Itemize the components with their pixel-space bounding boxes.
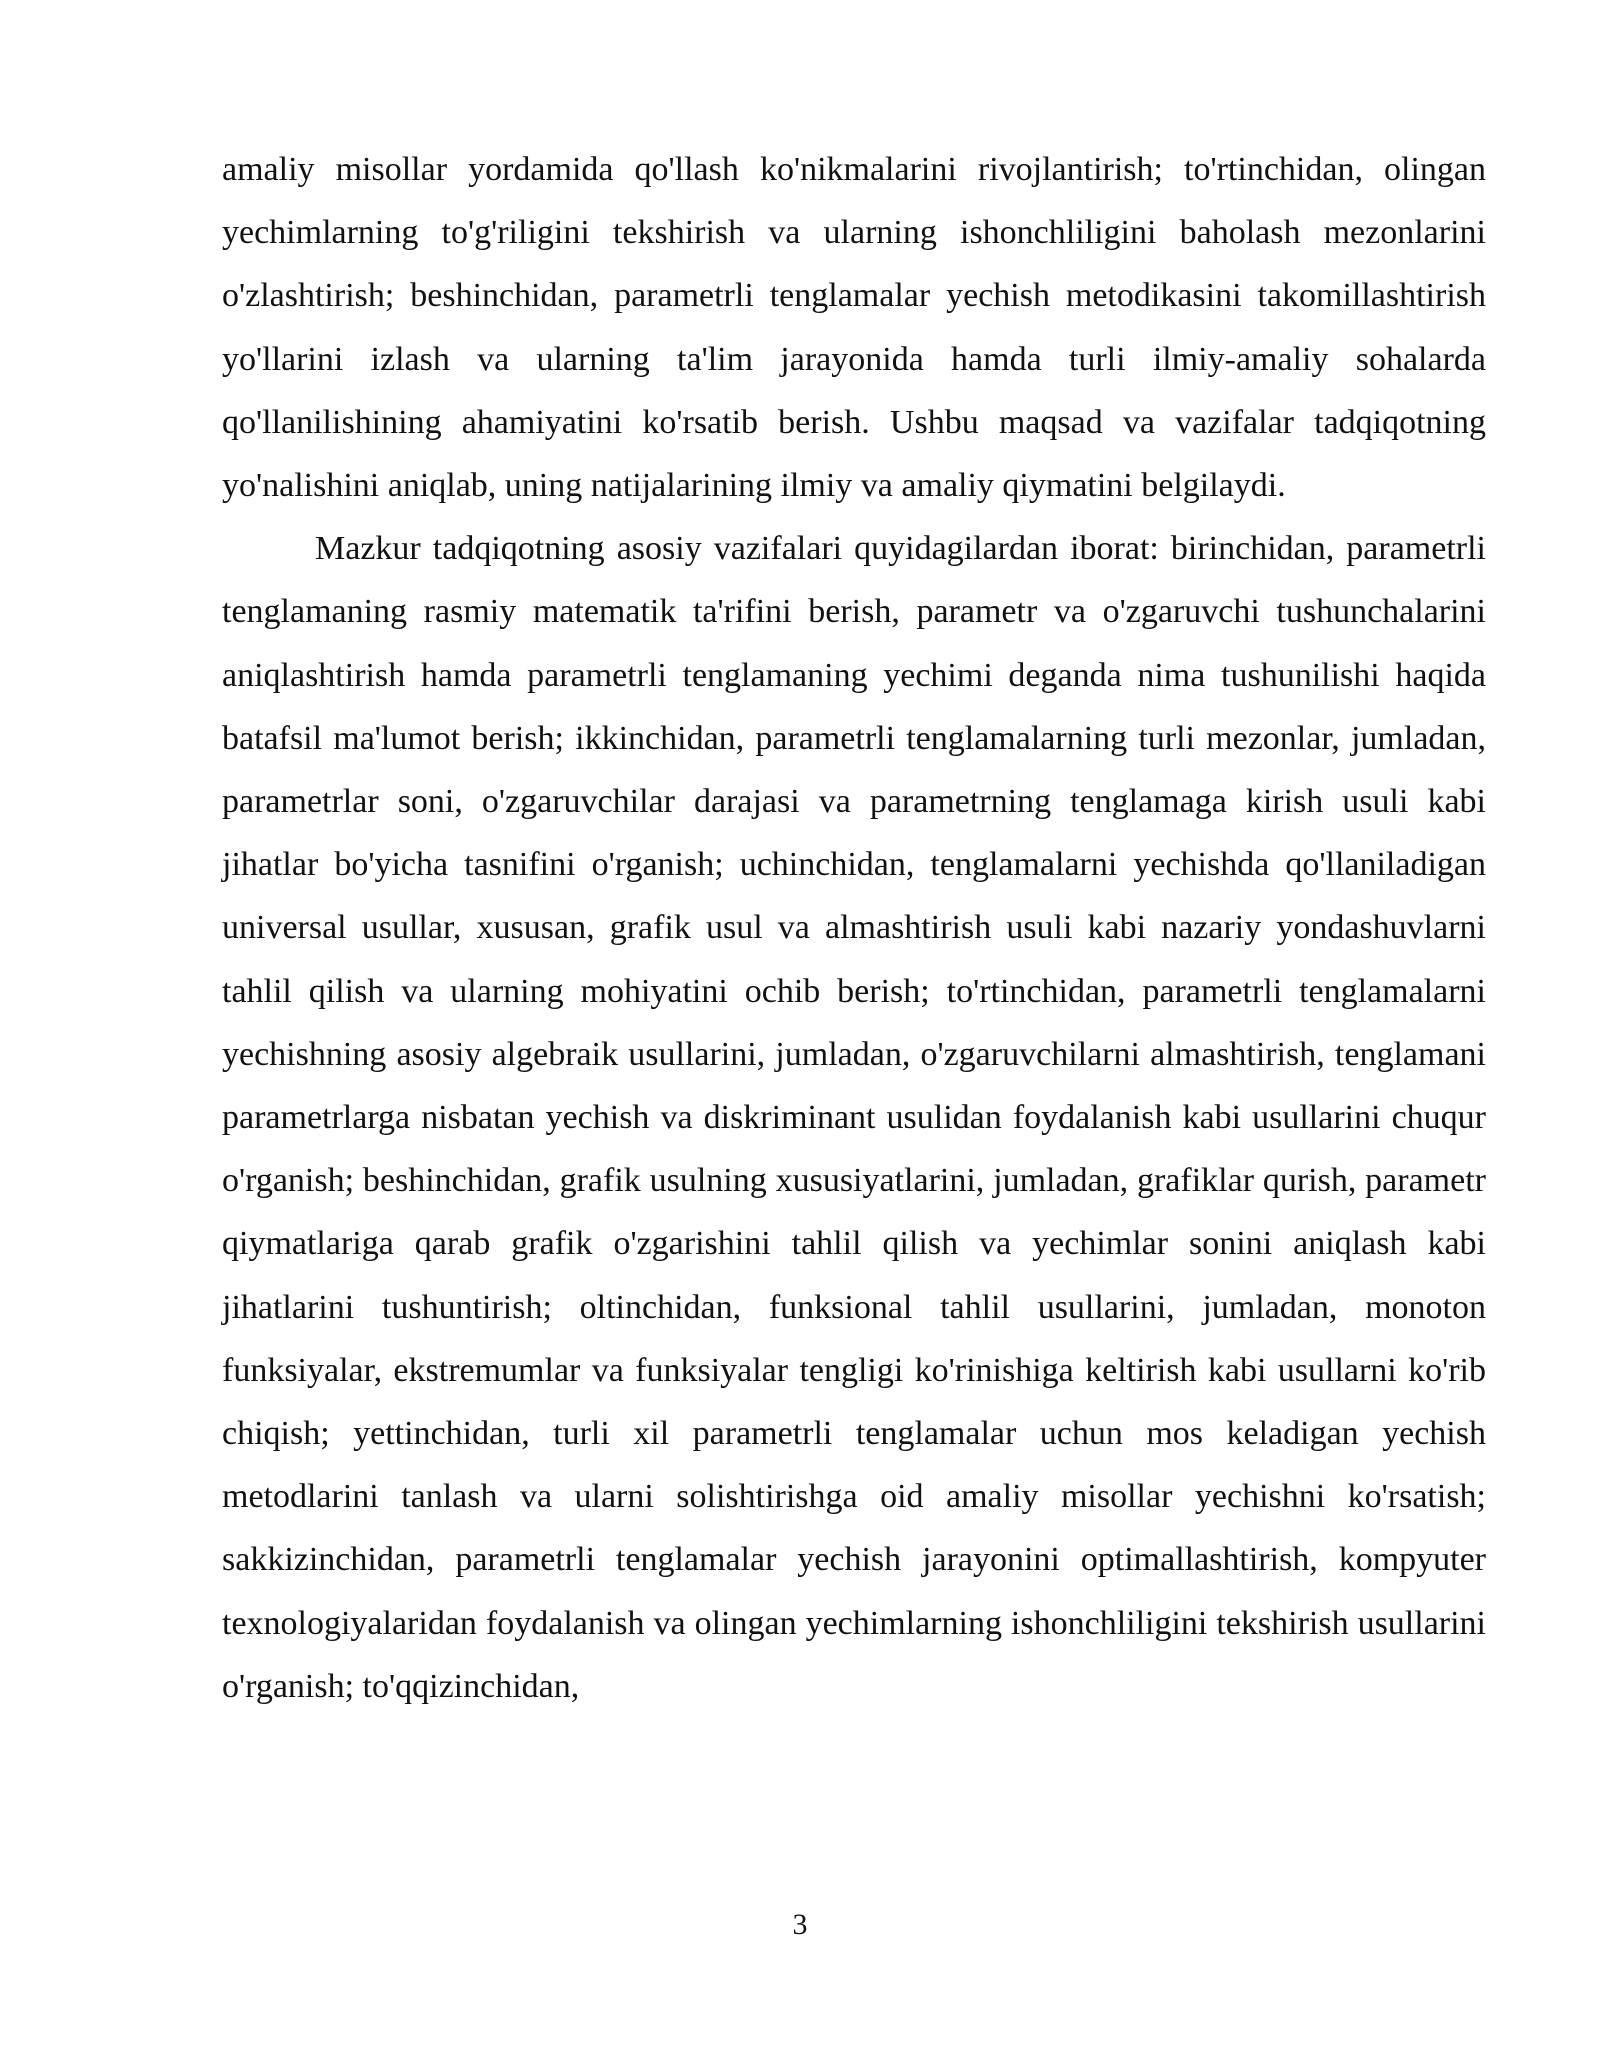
body-text xyxy=(222,138,1486,1718)
page-number: 3 xyxy=(792,1908,808,1941)
paragraph-continuation: amaliy misollar yordamida qo'llash ko'nikmalarini rivojlantirish; to'rtinchidan, olingan yechimlarning to'g'riligini tekshirish va ularning ishonchliligini baholash mezonlarini o'zlashtirish; beshinchidan, parametrli tenglamalar yechish metodikasini takomillashtirish yo'llarini izlash va ularning ta'lim jarayonida hamda turli ilmiy-amaliy sohalarda qo'llanilishining ahamiyatini ko'rsatib berish. Ushbu maqsad va vazifalar tadqiqotning yo'nalishini aniqlab, uning natijalarining ilmiy va amaliy qiymatini belgilaydi. xyxy=(222,151,1486,505)
paragraph-tasks: Mazkur tadqiqotning asosiy vazifalari quyidagilardan iborat: birinchidan, parametrli tenglamaning rasmiy matematik ta'rifini berish, parametr va o'zgaruvchi tushunchalarini aniqlashtirish hamda parametrli tenglamaning yechimi deganda nima tushunilishi haqida batafsil ma'lumot berish; ikkinchidan, parametrli tenglamalarning turli mezonlar, jumladan, parametrlar soni, o'zgaruvchilar darajasi va parametrning tenglamaga kirish usuli kabi jihatlar bo'yicha tasnifini o'rganish; uchinchidan, tenglamalarni yechishda qo'llaniladigan universal usullar, xususan, grafik usul va almashtirish usuli kabi nazariy yondashuvlarni tahlil qilish va ularning mohiyatini ochib berish; to'rtinchidan, parametrli tenglamalarni yechishning asosiy algebraik usullarini, jumladan, o'zgaruvchilarni almashtirish, tenglamani parametrlarga nisbatan yechish va diskriminant usulidan foydalanish kabi usullarini chuqur o'rganish; beshinchidan, grafik usulning xususiyatlarini, jumladan, grafiklar qurish, parametr qiymatlariga qarab grafik o'zgarishini tahlil qilish va yechimlar sonini aniqlash kabi jihatlarini tushuntirish; oltinchidan, funksional tahlil usullarini, jumladan, monoton funksiyalar, ekstremumlar va funksiyalar tengligi ko'rinishiga keltirish kabi usullarni ko'rib chiqish; yettinchidan, turli xil parametrli tenglamalar uchun mos keladigan yechish metodlarini tanlash va ularni solishtirishga oid amaliy misollar yechishni ko'rsatish; sakkizinchidan, parametrli tenglamalar yechish jarayonini optimallashtirish, kompyuter texnologiyalaridan foydalanish va olingan yechimlarning ishonchliligini tekshirish usullarini o'rganish; to'qqizinchidan, xyxy=(222,530,1486,1705)
